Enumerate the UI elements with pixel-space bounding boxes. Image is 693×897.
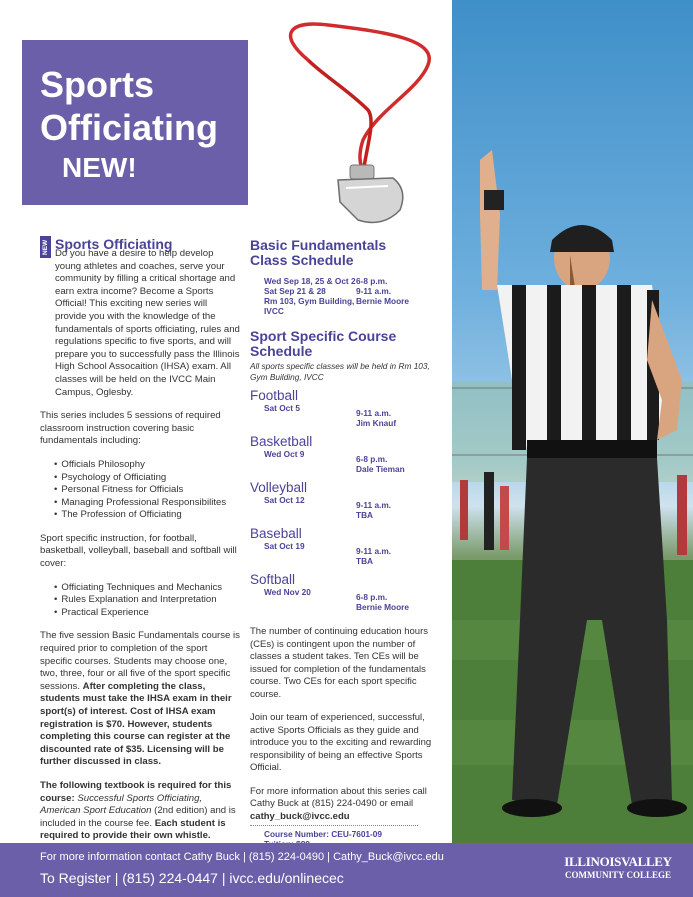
textbook-title: Successful Sports Officiating, American Sport Education [40, 792, 203, 817]
schedule-cell: 9-11 a.m. [356, 286, 392, 296]
schedule-row [250, 602, 448, 612]
referee-illustration [452, 0, 693, 843]
sport-name: Baseball [250, 526, 302, 541]
sport-date: Wed Nov 20 [264, 587, 311, 597]
sport-time: 6-8 p.m. [356, 454, 388, 464]
info-email[interactable]: cathy_buck@ivcc.edu [250, 810, 350, 822]
requirements-paragraph [40, 630, 240, 769]
schedule-row [250, 495, 448, 510]
schedule-cell: Rm 103, Gym Building, IVCC [264, 296, 355, 316]
sport-block [250, 526, 448, 566]
sport-time: 6-8 p.m. [356, 592, 388, 602]
list-item: • Officials Philosophy [62, 459, 240, 472]
sport-name: Volleyball [250, 480, 308, 495]
list-item: • Practical Experience [62, 607, 240, 620]
new-badge: NEW [40, 236, 51, 258]
basic-schedule-heading: Basic Fundamentals Class Schedule [250, 237, 387, 268]
schedule-row [250, 276, 448, 286]
specific-schedule-note: All sports specific classes will be held in Rm 103, Gym Building, IVCC [250, 361, 430, 382]
textbook-paragraph [40, 780, 240, 843]
footer-bar [0, 843, 693, 897]
list-item: • Psychology of Officiating [62, 472, 240, 485]
schedule-row [250, 464, 448, 474]
schedule-cell: 6-8 p.m. [356, 276, 388, 286]
whistle-icon [268, 20, 438, 235]
requirements-bold: After completing the class, students must take the IHSA exam in their sport(s) of interest. Cost of IHSA exam registration is $70. However, students completing this course can register at the discounted rate of $35. Licensing will be further discussed in class. [40, 680, 232, 768]
sport-time: 9-11 a.m. [356, 500, 392, 510]
sport-date: Sat Oct 19 [264, 541, 305, 551]
sport-name: Football [250, 388, 299, 403]
fundamentals-list [40, 459, 240, 522]
info-paragraph [250, 786, 448, 824]
specific-list [40, 582, 240, 620]
series-intro: This series includes 5 sessions of required classroom instruction covering basic fundamentals including: [40, 410, 221, 447]
schedule-row [250, 587, 448, 602]
ce-paragraph: The number of continuing education hours (CEs) is contingent upon the number of classes a student takes. Ten CEs will be issued for completion of the fundamentals course. Two CEs for each sport specific course. [250, 626, 428, 700]
sport-name: Basketball [250, 434, 313, 449]
textbook-note: (2nd edition) and is included in the course fee. [40, 805, 236, 829]
footer-register: To Register | (815) 224-0447 | ivcc.edu/onlinecec [40, 870, 344, 886]
schedule-row [250, 510, 448, 520]
footer-contact: For more information contact Cathy Buck | (815) 224-0490 | Cathy_Buck@ivcc.edu [40, 851, 444, 863]
intro-paragraph: Do you have a desire to help develop young athletes and coaches, serve your community by filling a critical shortage and earn extra income? Become a Sports Official! This exciting new series will provide you with the knowledge of the fundamentals of sports officiating, rules and regulations specific to five sports, and will prepare you to successfully pass the Illinois High School Assocaition (IHSA) exam. All classes will be held on the IVCC Main Campus, Oglesby. [55, 248, 240, 398]
schedule-row [250, 449, 448, 464]
sport-block [250, 434, 448, 474]
join-paragraph: Join our team of experienced, successful, active Sports Officials as they guide and introduce you to the exciting and rewarding responsibility of being an effective Sports Official. [250, 712, 432, 773]
title-line-2: Officiating [40, 107, 218, 148]
sport-block [250, 388, 448, 428]
section-heading: Sports Officiating [55, 236, 173, 252]
title-line-3: NEW! [62, 152, 137, 183]
sport-date: Wed Oct 9 [264, 449, 305, 459]
schedule-cell: Sat Sep 21 & 28 [264, 286, 326, 296]
specific-schedule-heading: Sport Specific Course Schedule [250, 328, 397, 359]
schedule-cell: Wed Sep 18, 25 & Oct 2 [264, 276, 356, 286]
referee-photo [452, 0, 693, 843]
logo-line-1: ILLINOISVALLEY [564, 854, 672, 869]
requirements-text: The five session Basic Fundamentals course is required prior to completion of the sport specific courses. Students may choose one, two, three, four or all five of the sport specific sessions. [40, 630, 240, 692]
sport-date: Sat Oct 5 [264, 403, 300, 413]
sport-instructor: TBA [356, 510, 374, 520]
sport-instructor: Bernie Moore [356, 602, 410, 612]
textbook-whistle: Each student is required to provide their own whistle. [40, 817, 226, 842]
schedule-row [250, 418, 448, 428]
schedule-row [250, 296, 448, 316]
title-banner [22, 40, 248, 205]
course-number: Course Number: CEU-7601-09 [264, 829, 383, 839]
list-item: • The Profession of Officiating [62, 509, 240, 522]
sport-instructor: Dale Tieman [356, 464, 405, 474]
dotted-divider [250, 825, 418, 826]
sport-instructor: TBA [356, 556, 374, 566]
textbook-lead: The following textbook is required for this course: [40, 779, 232, 804]
sport-instructor: Jim Knauf [356, 418, 397, 428]
sport-time: 9-11 a.m. [356, 546, 392, 556]
logo-line-2: COMMUNITY COLLEGE [565, 870, 671, 880]
sport-date: Sat Oct 12 [264, 495, 305, 505]
specific-intro: Sport specific instruction, for football, basketball, volleyball, baseball and softball will cover: [40, 532, 237, 570]
sport-time: 9-11 a.m. [356, 408, 392, 418]
schedule-cell: Bernie Moore [356, 296, 410, 306]
left-column [40, 236, 240, 854]
college-logo [556, 845, 680, 895]
schedule-row [250, 541, 448, 556]
title-line-1: Sports [40, 64, 155, 105]
schedule-row [250, 286, 448, 296]
schedule-column [250, 238, 448, 849]
list-item: • Officiating Techniques and Mechanics [62, 582, 240, 595]
schedule-row [250, 556, 448, 566]
list-item: • Managing Professional Responsibilites [62, 497, 240, 510]
sport-name: Softball [250, 572, 296, 587]
sport-block [250, 572, 448, 612]
info-text: For more information about this series call Cathy Buck at (815) 224-0490 or email [250, 785, 427, 809]
sport-block [250, 480, 448, 520]
list-item: • Personal Fitness for Officials [62, 484, 240, 497]
schedule-row [250, 403, 448, 418]
list-item: • Rules Explanation and Interpretation [62, 594, 240, 607]
